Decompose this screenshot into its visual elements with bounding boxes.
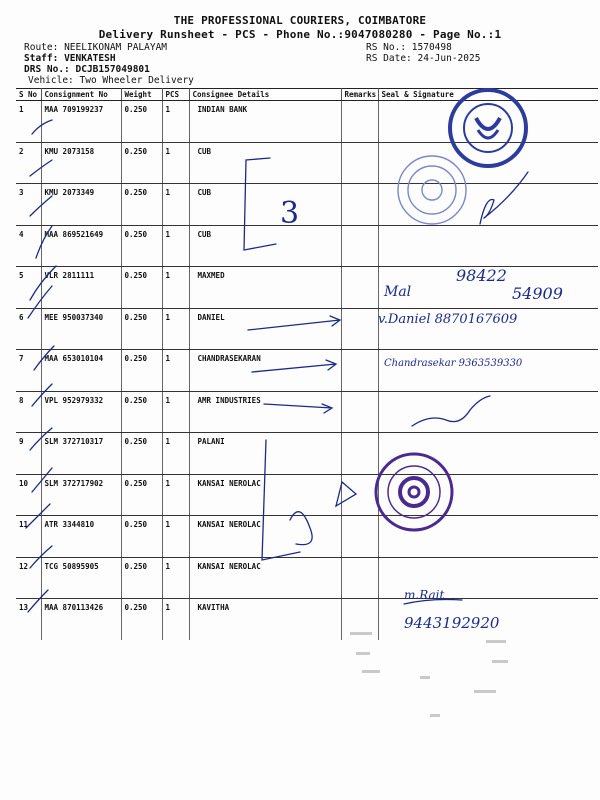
staff-label: Staff: (24, 53, 59, 64)
cell-pcs: 1 (162, 474, 189, 516)
cell-pcs: 1 (162, 142, 189, 184)
cell-consignee: CUB (189, 225, 341, 267)
cell-consignee: KANSAI NEROLAC (189, 474, 341, 516)
arrow-mark (252, 360, 336, 372)
cell-consignee: CUB (189, 184, 341, 226)
phone-note-row5-b: 54909 (512, 284, 563, 303)
tick-mark (32, 468, 52, 492)
cell-sno: 3 (16, 184, 41, 226)
tick-mark (28, 590, 48, 612)
col-pcs: PCS (162, 89, 189, 101)
cell-consignee: DANIEL (189, 308, 341, 350)
vehicle-label: Vehicle: (28, 75, 74, 86)
smudge-marks (350, 632, 508, 717)
col-sno: S No (16, 89, 41, 101)
cell-consignee: KANSAI NEROLAC (189, 516, 341, 558)
col-consignment: Consignment No (41, 89, 121, 101)
cell-consignment: MEE 950037340 (41, 308, 121, 350)
cell-consignment: KMU 2073158 (41, 142, 121, 184)
cell-weight: 0.250 (121, 599, 162, 640)
stamp-city-union-bank (398, 156, 466, 224)
route-label: Route: (24, 42, 59, 53)
bracket-mark (244, 158, 276, 250)
rs-no-label: RS No.: (366, 42, 407, 53)
receiver-phone-row13: 9443192920 (404, 614, 500, 632)
bracket-number-note: 3 (280, 196, 300, 231)
cell-weight: 0.250 (121, 267, 162, 309)
col-seal-signature: Seal & Signature (378, 89, 598, 101)
signature-row5: Mal (384, 284, 412, 300)
cell-pcs: 1 (162, 433, 189, 475)
drs-value: DCJB157049801 (75, 64, 150, 75)
signature-mark (412, 396, 490, 426)
cell-consignee: KANSAI NEROLAC (189, 557, 341, 599)
cell-sno: 6 (16, 308, 41, 350)
cell-consignment: SLM 372717902 (41, 474, 121, 516)
cell-weight: 0.250 (121, 184, 162, 226)
cell-sno: 1 (16, 101, 41, 143)
tick-mark (32, 384, 52, 406)
cell-consignment: MAA 653010104 (41, 350, 121, 392)
cell-sno: 12 (16, 557, 41, 599)
cell-sno: 5 (16, 267, 41, 309)
tick-mark (32, 120, 52, 134)
cell-sno: 11 (16, 516, 41, 558)
scribble-mark (336, 482, 356, 506)
tick-mark (30, 266, 56, 300)
cell-consignee: AMR INDUSTRIES (189, 391, 341, 433)
tick-mark (28, 286, 52, 318)
rs-date-label: RS Date: (366, 53, 412, 64)
phone-note-row5-a: 98422 (456, 266, 507, 285)
cell-pcs: 1 (162, 599, 189, 640)
cell-consignment: MAA 709199237 (41, 101, 121, 143)
cell-pcs: 1 (162, 391, 189, 433)
tick-mark (30, 196, 52, 216)
cell-weight: 0.250 (121, 225, 162, 267)
cell-consignment: KMU 2073349 (41, 184, 121, 226)
cell-weight: 0.250 (121, 391, 162, 433)
cell-consignee: KAVITHA (189, 599, 341, 640)
stamp-indian-bank (450, 90, 526, 166)
cell-weight: 0.250 (121, 350, 162, 392)
tick-mark (26, 504, 50, 528)
cell-weight: 0.250 (121, 308, 162, 350)
col-remarks: Remarks (341, 89, 378, 101)
cell-sno: 9 (16, 433, 41, 475)
cell-pcs: 1 (162, 267, 189, 309)
cell-pcs: 1 (162, 225, 189, 267)
staff-value: VENKATESH (64, 53, 116, 64)
tick-mark (30, 160, 52, 176)
cell-consignee: CHANDRASEKARAN (189, 350, 341, 392)
cell-consignee: PALANI (189, 433, 341, 475)
cell-consignment: ATR 3344810 (41, 516, 121, 558)
drs-label: DRS No.: (24, 64, 70, 75)
route-value: NEELIKONAM PALAYAM (64, 42, 168, 53)
cell-consignment: MAA 869521649 (41, 225, 121, 267)
cell-weight: 0.250 (121, 557, 162, 599)
receiver-name-row13: m.Rait (404, 588, 445, 602)
cell-pcs: 1 (162, 557, 189, 599)
cell-consignment: MAA 870113426 (41, 599, 121, 640)
col-consignee: Consignee Details (189, 89, 341, 101)
cell-pcs: 1 (162, 516, 189, 558)
scribble-mark (290, 512, 312, 545)
rs-date-value: 24-Jun-2025 (417, 53, 481, 64)
cell-consignment: TCG 50895905 (41, 557, 121, 599)
cell-consignment: VLR 2811111 (41, 267, 121, 309)
cell-weight: 0.250 (121, 142, 162, 184)
cell-sno: 2 (16, 142, 41, 184)
cell-sno: 4 (16, 225, 41, 267)
cell-sno: 7 (16, 350, 41, 392)
cell-consignee: MAXMED (189, 267, 341, 309)
runsheet-title: Delivery Runsheet - PCS - Phone No.:9047080280 - Page No.:1 (98, 28, 502, 41)
vehicle-value: Two Wheeler Delivery (79, 75, 194, 86)
cell-consignee: CUB (189, 142, 341, 184)
cell-pcs: 1 (162, 350, 189, 392)
cell-weight: 0.250 (121, 516, 162, 558)
tick-mark (30, 428, 52, 450)
col-weight: Weight (121, 89, 162, 101)
signature-mark (484, 172, 528, 218)
cell-weight: 0.250 (121, 433, 162, 475)
cell-consignment: VPL 952979332 (41, 391, 121, 433)
tick-mark (34, 346, 54, 370)
cell-pcs: 1 (162, 101, 189, 143)
cell-weight: 0.250 (121, 101, 162, 143)
cell-sno: 8 (16, 391, 41, 433)
tick-mark (36, 226, 52, 258)
stamp-kansai-nerolac (376, 454, 452, 530)
bracket-mark (262, 440, 300, 560)
company-title: THE PROFESSIONAL COURIERS, COIMBATORE (173, 14, 427, 27)
arrow-mark (264, 404, 332, 413)
receiver-note-row6: v.Daniel 8870167609 (378, 312, 518, 327)
tick-mark (30, 546, 52, 568)
cell-pcs: 1 (162, 308, 189, 350)
cell-pcs: 1 (162, 184, 189, 226)
cell-sno: 13 (16, 599, 41, 640)
cell-sno: 10 (16, 474, 41, 516)
receiver-note-row7: Chandrasekar 9363539330 (384, 358, 523, 369)
arrow-mark (248, 316, 340, 330)
cell-weight: 0.250 (121, 474, 162, 516)
cell-consignee: INDIAN BANK (189, 101, 341, 143)
rs-no-value: 1570498 (411, 42, 452, 53)
cell-consignment: SLM 372710317 (41, 433, 121, 475)
